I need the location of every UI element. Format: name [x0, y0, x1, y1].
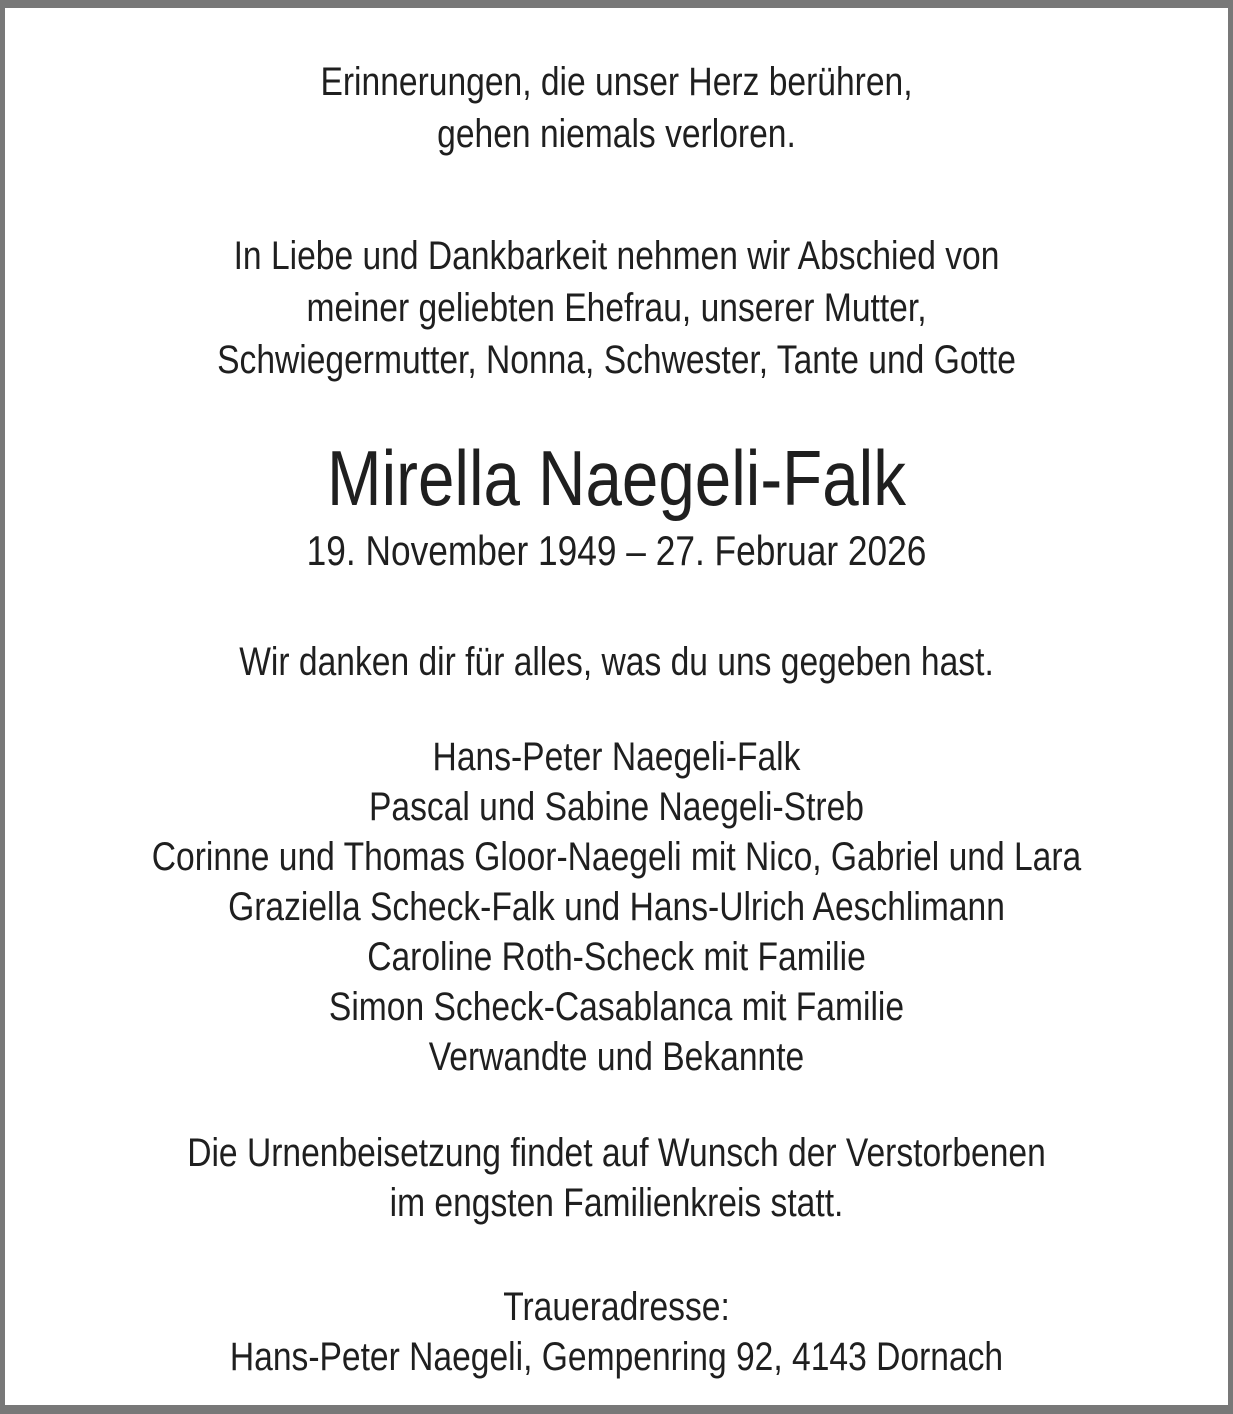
epigraph-line: gehen niemals verloren. [437, 112, 796, 156]
deceased-name: Mirella Naegeli-Falk [327, 434, 906, 522]
epigraph [103, 56, 1130, 160]
intro-line: meiner geliebten Ehefrau, unserer Mutter, [306, 286, 927, 330]
life-dates: 19. November 1949 – 27. Februar 2026 [306, 527, 927, 574]
funeral-line: im engsten Familienkreis statt. [389, 1181, 844, 1225]
mourner-line: Simon Scheck-Casablanca mit Familie [328, 985, 905, 1029]
mourners-list [103, 732, 1130, 1082]
obituary-page [5, 8, 1228, 1405]
thanks-line: Wir danken dir für alles, was du uns gegeben hast. [239, 640, 994, 684]
intro-text [103, 230, 1130, 386]
address-line: Hans-Peter Naegeli, Gempenring 92, 4143 Dornach [229, 1335, 1004, 1379]
intro-line: In Liebe und Dankbarkeit nehmen wir Abschied von [233, 234, 1000, 278]
mourner-line: Graziella Scheck-Falk und Hans-Ulrich Aeschlimann [228, 885, 1005, 929]
funeral-line: Die Urnenbeisetzung findet auf Wunsch der Verstorbenen [187, 1131, 1046, 1175]
intro-line: Schwiegermutter, Nonna, Schwester, Tante und Gotte [217, 338, 1016, 382]
mourner-line: Caroline Roth-Scheck mit Familie [367, 935, 866, 979]
epigraph-line: Erinnerungen, die unser Herz berühren, [320, 60, 913, 104]
funeral-info [103, 1128, 1130, 1228]
address-label: Traueradresse: [503, 1285, 730, 1329]
mourner-line: Corinne und Thomas Gloor-Naegeli mit Nico, Gabriel und Lara [151, 835, 1082, 879]
mourner-line: Pascal und Sabine Naegeli-Streb [369, 785, 864, 829]
mourning-address [103, 1282, 1130, 1382]
mourner-line: Verwandte und Bekannte [428, 1035, 805, 1079]
mourner-line: Hans-Peter Naegeli-Falk [432, 735, 801, 779]
